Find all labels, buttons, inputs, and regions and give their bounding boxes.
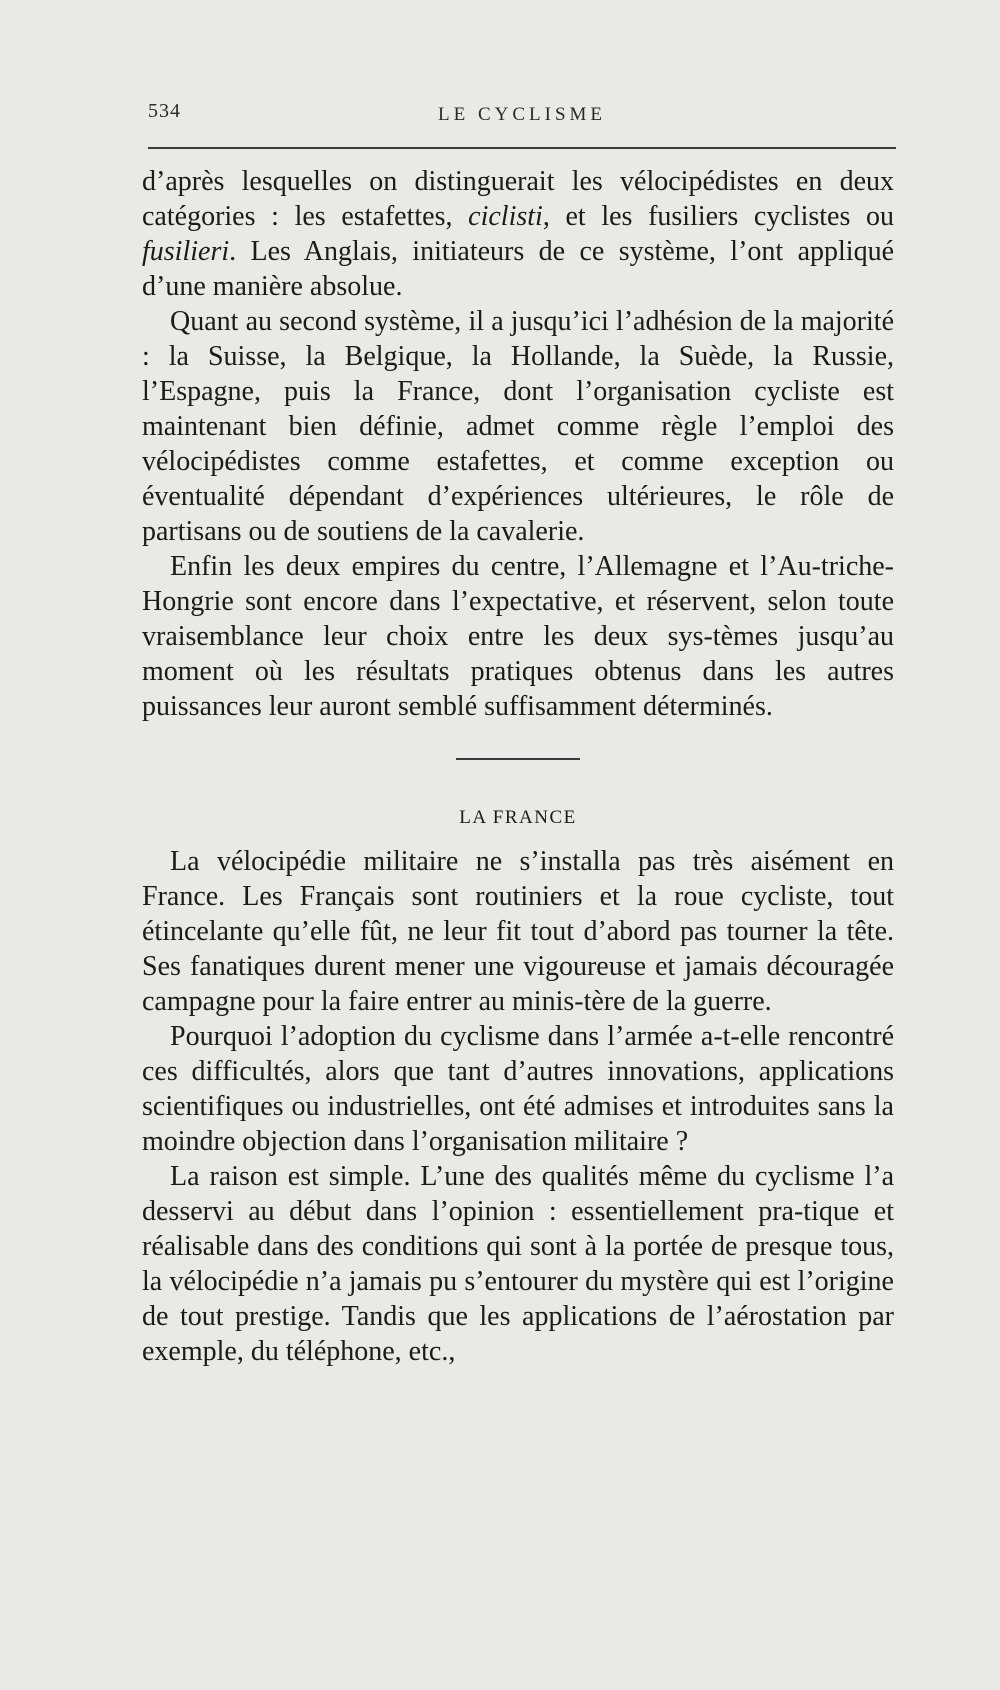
paragraph-france-reason: La raison est simple. L’une des qualités même du cyclisme l’a desservi au début dans l’opinion : essentiellement pra-tique et réalisable dans des conditions qui sont à la portée de presque tous, la vélocipédie n’a jamais pu s’entourer du mystère qui est l’origine de tout prestige. Tandis que les applications de l’aérostation par exemple, du téléphone, etc., (142, 1161, 894, 1367)
header-rule (148, 147, 896, 149)
section-title: LA FRANCE (459, 807, 577, 828)
paragraph-continued: d’après lesquelles on distinguerait les vélocipédistes en deux catégories : les estafettes, ciclisti, et les fusiliers cyclistes ou fusilieri. Les Anglais, initiateurs de ce système, l’ont appliqué d’une manière absolue. (142, 166, 894, 302)
page-header (148, 96, 896, 136)
running-title: LE CYCLISME (437, 104, 607, 125)
section-divider (456, 758, 580, 760)
paragraph-france-question: Pourquoi l’adoption du cyclisme dans l’armée a-t-elle rencontré ces difficultés, alors que tant d’autres innovations, applications scientifiques ou industrielles, ont été admises et introduites sans la moindre objection dans l’organisation militaire ? (142, 1021, 894, 1157)
paragraph-central-empires: Enfin les deux empires du centre, l’Allemagne et l’Au-triche-Hongrie sont encore dans l’expectative, et réservent, selon toute vraisemblance leur choix entre les deux sys-tèmes jusqu’au moment où les résultats pratiques obtenus dans les autres puissances leur auront semblé suffisamment déterminés. (142, 551, 894, 722)
page-number: 534 (148, 100, 181, 122)
body-text (142, 164, 894, 1369)
paragraph-second-system: Quant au second système, il a jusqu’ici l’adhésion de la majorité : la Suisse, la Belgique, la Hollande, la Suède, la Russie, l’Espagne, puis la France, dont l’organisation cycliste est maintenant bien définie, admet comme règle l’emploi des vélocipédistes comme estafettes, et comme exception ou éventualité dépendant d’expériences ultérieures, le rôle de partisans ou de soutiens de la cavalerie. (142, 306, 894, 547)
italic-term-ciclisti: ciclisti (468, 201, 543, 232)
paragraph-france-intro: La vélocipédie militaire ne s’installa pas très aisément en France. Les Français sont routiniers et la roue cycliste, tout étincelante qu’elle fût, ne leur fit tout d’abord pas tourner la tête. Ses fanatiques durent mener une vigoureuse et jamais découragée campagne pour la faire entrer au minis-tère de la guerre. (142, 846, 894, 1017)
italic-term-fusilieri: fusilieri (142, 236, 230, 267)
